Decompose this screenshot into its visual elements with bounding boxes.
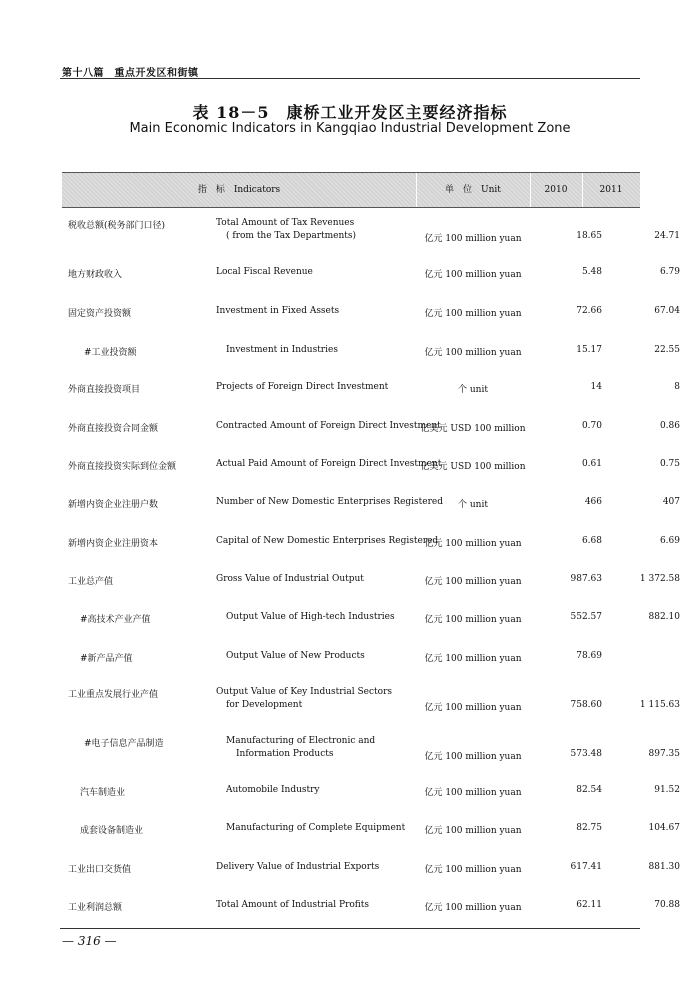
value-2011: 24.71 — [654, 231, 680, 241]
indicator-zh: 工业总产值 — [68, 577, 114, 587]
indicator-zh: 税收总额(税务部门口径) — [68, 221, 166, 231]
indicator-en: Manufacturing of Electronic and — [226, 736, 376, 746]
unit-cell: 亿元 100 million yuan — [424, 654, 522, 664]
indicator-zh: 新增内资企业注册资本 — [68, 539, 159, 549]
indicator-en-continued: ( from the Tax Departments) — [226, 231, 357, 241]
unit-cell: 亿元 100 million yuan — [424, 752, 522, 762]
indicator-en: Number of New Domestic Enterprises Registered — [216, 497, 444, 507]
indicator-en: Output Value of High-tech Industries — [226, 612, 395, 622]
indicator-zh: #高技术产业产值 — [80, 615, 151, 625]
indicator-en: Contracted Amount of Foreign Direct Investment — [216, 421, 441, 431]
value-2011: 407 — [662, 497, 680, 507]
indicator-zh: 工业出口交货值 — [68, 865, 132, 875]
value-2010: 78.69 — [576, 651, 602, 661]
value-2011: 22.55 — [654, 345, 680, 355]
value-2010: 5.48 — [581, 267, 602, 277]
value-2011: 6.69 — [659, 536, 680, 546]
unit-cell: 亿元 100 million yuan — [424, 234, 522, 244]
unit-cell: 亿元 100 million yuan — [424, 270, 522, 280]
indicator-en: Local Fiscal Revenue — [216, 267, 313, 277]
indicator-en: Manufacturing of Complete Equipment — [226, 823, 406, 833]
value-2011: 882.10 — [648, 612, 680, 622]
value-2011: 881.30 — [648, 862, 680, 872]
value-2011: 91.52 — [654, 785, 680, 795]
indicator-en: Total Amount of Tax Revenues — [216, 218, 355, 228]
indicator-en: Capital of New Domestic Enterprises Registered — [216, 536, 439, 546]
footer-rule — [60, 928, 640, 929]
value-2010: 758.60 — [570, 700, 602, 710]
value-2010: 15.17 — [576, 345, 602, 355]
unit-cell: 亿元 100 million yuan — [424, 788, 522, 798]
value-2011: 0.75 — [659, 459, 680, 469]
value-2010: 0.61 — [581, 459, 602, 469]
indicator-en: Output Value of Key Industrial Sectors — [216, 687, 393, 697]
indicator-en: Gross Value of Industrial Output — [216, 574, 364, 584]
value-2011: 104.67 — [648, 823, 680, 833]
indicator-zh: 成套设备制造业 — [80, 826, 144, 836]
value-2011: 8 — [674, 382, 680, 392]
section-header: 第十八篇 重点开发区和街镇 — [62, 68, 199, 79]
unit-cell: 亿元 100 million yuan — [424, 577, 522, 587]
unit-cell: 亿元 100 million yuan — [424, 309, 522, 319]
header-year-2011: 2011 — [599, 185, 623, 195]
value-2010: 552.57 — [570, 612, 602, 622]
value-2010: 0.70 — [581, 421, 602, 431]
unit-cell: 个 unit — [458, 385, 488, 395]
header-unit: 单 位 Unit — [445, 185, 501, 195]
indicator-zh: 工业利润总额 — [68, 903, 123, 913]
value-2010: 987.63 — [570, 574, 602, 584]
indicator-zh: 外商直接投资合同金额 — [68, 424, 159, 434]
indicator-en: Output Value of New Products — [226, 651, 365, 661]
indicator-en: Investment in Industries — [226, 345, 338, 355]
unit-cell: 亿美元 USD 100 million — [420, 462, 526, 472]
indicator-en-continued: for Development — [226, 700, 303, 710]
value-2011: 0.86 — [659, 421, 680, 431]
indicator-zh: #新产品产值 — [80, 654, 133, 664]
unit-cell: 亿美元 USD 100 million — [420, 424, 526, 434]
unit-cell: 亿元 100 million yuan — [424, 903, 522, 913]
value-2011: 70.88 — [654, 900, 680, 910]
indicator-zh: 固定资产投资额 — [68, 309, 132, 319]
indicator-en: Delivery Value of Industrial Exports — [216, 862, 380, 872]
value-2010: 617.41 — [570, 862, 602, 872]
value-2010: 72.66 — [576, 306, 602, 316]
page-number: — 316 — — [62, 934, 117, 948]
unit-cell: 亿元 100 million yuan — [424, 615, 522, 625]
indicator-en: Total Amount of Industrial Profits — [216, 900, 370, 910]
value-2011: 897.35 — [648, 749, 680, 759]
indicator-en: Automobile Industry — [226, 785, 320, 795]
indicator-zh: 工业重点发展行业产值 — [68, 690, 159, 700]
indicator-zh: 汽车制造业 — [80, 788, 126, 798]
unit-cell: 亿元 100 million yuan — [424, 348, 522, 358]
indicator-zh: 外商直接投资项目 — [68, 385, 141, 395]
unit-cell: 亿元 100 million yuan — [424, 539, 522, 549]
indicator-zh: 地方财政收入 — [68, 270, 123, 280]
indicator-en: Investment in Fixed Assets — [216, 306, 340, 316]
value-2010: 82.54 — [576, 785, 602, 795]
indicator-en-continued: Information Products — [236, 749, 334, 759]
value-2010: 14 — [590, 382, 602, 392]
value-2010: 573.48 — [570, 749, 602, 759]
indicator-en: Actual Paid Amount of Foreign Direct Investment — [216, 459, 442, 469]
table-title-english: Main Economic Indicators in Kangqiao Industrial Development Zone — [129, 121, 571, 136]
indicator-zh: #电子信息产品制造 — [84, 739, 164, 749]
value-2010: 18.65 — [576, 231, 602, 241]
value-2011: 1 372.58 — [639, 574, 680, 584]
value-2011: 6.79 — [659, 267, 680, 277]
indicator-zh: 外商直接投资实际到位金额 — [68, 462, 177, 472]
unit-cell: 亿元 100 million yuan — [424, 865, 522, 875]
unit-cell: 亿元 100 million yuan — [424, 703, 522, 713]
header-year-2010: 2010 — [544, 185, 568, 195]
value-2010: 466 — [584, 497, 602, 507]
value-2010: 6.68 — [581, 536, 602, 546]
value-2011: 1 115.63 — [639, 700, 680, 710]
indicator-en: Projects of Foreign Direct Investment — [216, 382, 389, 392]
unit-cell: 个 unit — [458, 500, 488, 510]
indicator-zh: 新增内资企业注册户数 — [68, 500, 159, 510]
header-rule — [60, 78, 640, 79]
indicator-zh: #工业投资额 — [84, 348, 137, 358]
table-header — [62, 172, 640, 208]
unit-cell: 亿元 100 million yuan — [424, 826, 522, 836]
value-2010: 82.75 — [576, 823, 602, 833]
table-title-chinese: 表 18－5 康桥工业开发区主要经济指标 — [192, 103, 508, 122]
value-2011: 67.04 — [654, 306, 680, 316]
header-indicators: 指 标 Indicators — [197, 185, 281, 195]
value-2010: 62.11 — [576, 900, 602, 910]
